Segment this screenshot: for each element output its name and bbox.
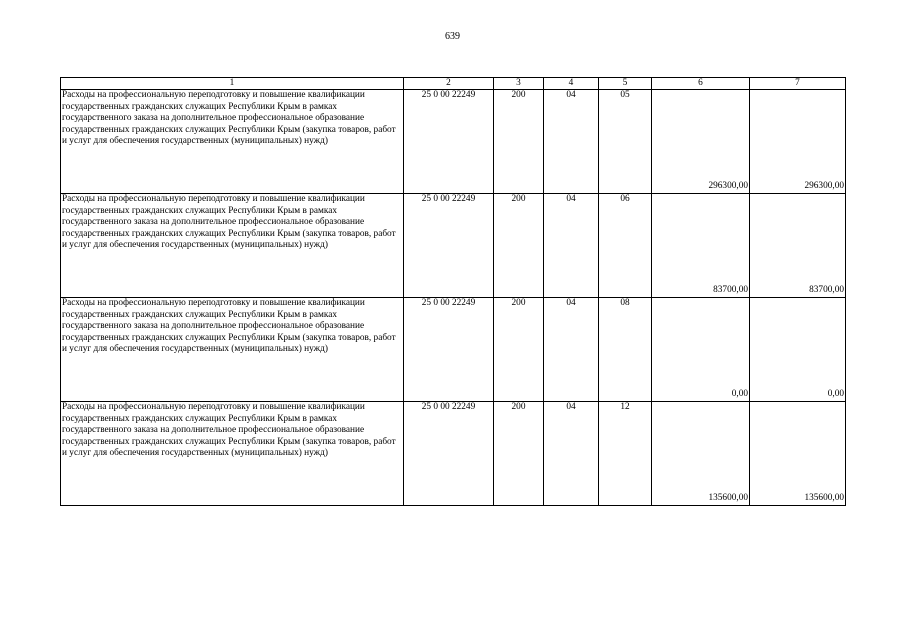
expense-description: Расходы на профессиональную переподготовку и повышение квалификации государственных гражданских служащих Республики Крым в рамках государственного заказа на дополнительное профессиональное образование государственных гражданских служащих Республики Крым (закупка товаров, работ и услуг для обеспечения государственных (муниципальных) нужд) xyxy=(61,90,404,194)
section-code: 04 xyxy=(544,402,599,506)
section-code: 04 xyxy=(544,298,599,402)
expense-type: 200 xyxy=(494,402,544,506)
table-row xyxy=(61,402,846,506)
amount-column-6: 135600,00 xyxy=(652,402,750,506)
column-header-3: 3 xyxy=(494,78,544,90)
table-row xyxy=(61,298,846,402)
expense-description: Расходы на профессиональную переподготовку и повышение квалификации государственных гражданских служащих Республики Крым в рамках государственного заказа на дополнительное профессиональное образование государственных гражданских служащих Республики Крым (закупка товаров, работ и услуг для обеспечения государственных (муниципальных) нужд) xyxy=(61,402,404,506)
amount-column-7: 83700,00 xyxy=(750,194,846,298)
expense-description: Расходы на профессиональную переподготовку и повышение квалификации государственных гражданских служащих Республики Крым в рамках государственного заказа на дополнительное профессиональное образование государственных гражданских служащих Республики Крым (закупка товаров, работ и услуг для обеспечения государственных (муниципальных) нужд) xyxy=(61,298,404,402)
target-code: 25 0 00 22249 xyxy=(404,402,494,506)
column-header-7: 7 xyxy=(750,78,846,90)
section-code: 04 xyxy=(544,194,599,298)
column-header-6: 6 xyxy=(652,78,750,90)
amount-column-6: 296300,00 xyxy=(652,90,750,194)
column-header-5: 5 xyxy=(599,78,652,90)
column-header-2: 2 xyxy=(404,78,494,90)
expense-type: 200 xyxy=(494,194,544,298)
amount-column-7: 296300,00 xyxy=(750,90,846,194)
target-code: 25 0 00 22249 xyxy=(404,194,494,298)
target-code: 25 0 00 22249 xyxy=(404,90,494,194)
subsection-code: 12 xyxy=(599,402,652,506)
section-code: 04 xyxy=(544,90,599,194)
amount-column-6: 0,00 xyxy=(652,298,750,402)
amount-column-7: 135600,00 xyxy=(750,402,846,506)
budget-table xyxy=(60,77,846,506)
header-row xyxy=(61,78,846,90)
table-row xyxy=(61,90,846,194)
amount-column-6: 83700,00 xyxy=(652,194,750,298)
expense-type: 200 xyxy=(494,298,544,402)
expense-description: Расходы на профессиональную переподготовку и повышение квалификации государственных гражданских служащих Республики Крым в рамках государственного заказа на дополнительное профессиональное образование государственных гражданских служащих Республики Крым (закупка товаров, работ и услуг для обеспечения государственных (муниципальных) нужд) xyxy=(61,194,404,298)
column-header-1: 1 xyxy=(61,78,404,90)
page-number: 639 xyxy=(445,31,460,42)
subsection-code: 05 xyxy=(599,90,652,194)
table-row xyxy=(61,194,846,298)
subsection-code: 08 xyxy=(599,298,652,402)
column-header-4: 4 xyxy=(544,78,599,90)
amount-column-7: 0,00 xyxy=(750,298,846,402)
target-code: 25 0 00 22249 xyxy=(404,298,494,402)
expense-type: 200 xyxy=(494,90,544,194)
subsection-code: 06 xyxy=(599,194,652,298)
